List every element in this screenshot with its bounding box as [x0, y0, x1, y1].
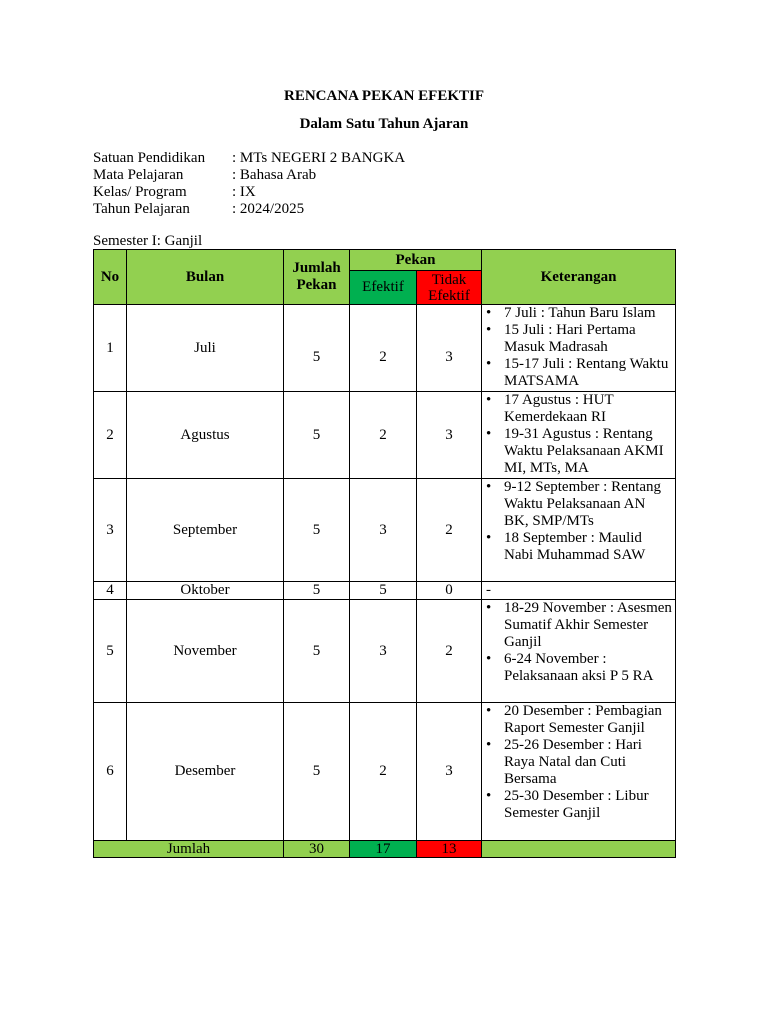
keterangan-item: • 18-29 November : Asesmen Sumatif Akhir Semester Ganjil: [486, 600, 673, 651]
total-row: [94, 841, 676, 858]
table-row: [94, 305, 676, 392]
table-row: [94, 582, 676, 600]
cell-no: 3: [94, 479, 127, 582]
cell-bulan: September: [127, 479, 284, 582]
total-keterangan: [482, 841, 676, 858]
keterangan-item: • 19-31 Agustus : Rentang Waktu Pelaksanaan AKMI MI, MTs, MA: [486, 426, 673, 477]
header-tidak-efektif: Tidak Efektif: [417, 271, 482, 305]
keterangan-item: • 15-17 Juli : Rentang Waktu MATSAMA: [486, 356, 673, 390]
table-row: [94, 479, 676, 582]
keterangan-item: • 18 September : Maulid Nabi Muhammad SAW: [486, 530, 673, 564]
cell-tidak-efektif: 0: [417, 582, 482, 600]
pekan-efektif-table: [93, 249, 676, 858]
cell-tidak-efektif: 2: [417, 479, 482, 582]
cell-keterangan: -: [482, 582, 676, 600]
cell-jumlah: 5: [284, 392, 350, 479]
info-block: [93, 150, 405, 218]
info-label: Mata Pelajaran: [93, 167, 184, 183]
cell-efektif: 3: [350, 600, 417, 703]
total-jumlah: 30: [284, 841, 350, 858]
cell-bulan: Agustus: [127, 392, 284, 479]
info-value: : IX: [232, 184, 256, 200]
cell-efektif: 5: [350, 582, 417, 600]
keterangan-item: • 20 Desember : Pembagian Raport Semester Ganjil: [486, 703, 673, 737]
cell-no: 4: [94, 582, 127, 600]
cell-no: 6: [94, 703, 127, 841]
header-no: No: [94, 250, 127, 305]
header-keterangan: Keterangan: [482, 250, 676, 305]
header-jumlah-pekan: Jumlah Pekan: [284, 250, 350, 305]
keterangan-item: • 25-30 Desember : Libur Semester Ganjil: [486, 788, 673, 822]
cell-no: 5: [94, 600, 127, 703]
header-pekan: Pekan: [350, 250, 482, 271]
keterangan-item: • 6-24 November : Pelaksanaan aksi P 5 RA: [486, 651, 673, 685]
info-row-kelas: [93, 184, 405, 201]
cell-efektif: 2: [350, 305, 417, 392]
table-row: [94, 392, 676, 479]
keterangan-item: • 17 Agustus : HUT Kemerdekaan RI: [486, 392, 673, 426]
cell-keterangan: [482, 479, 676, 582]
keterangan-item: • 7 Juli : Tahun Baru Islam: [486, 305, 673, 322]
cell-jumlah: 5: [284, 600, 350, 703]
cell-keterangan: [482, 392, 676, 479]
header-efektif: Efektif: [350, 271, 417, 305]
info-value: : Bahasa Arab: [232, 167, 317, 183]
keterangan-item: • 25-26 Desember : Hari Raya Natal dan Cuti Bersama: [486, 737, 673, 788]
cell-bulan: Juli: [127, 305, 284, 392]
cell-tidak-efektif: 3: [417, 703, 482, 841]
total-label: Jumlah: [94, 841, 284, 858]
info-label: Kelas/ Program: [93, 184, 187, 200]
cell-bulan: Oktober: [127, 582, 284, 600]
cell-efektif: 3: [350, 479, 417, 582]
cell-bulan: Desember: [127, 703, 284, 841]
header-bulan: Bulan: [127, 250, 284, 305]
table-row: [94, 600, 676, 703]
cell-efektif: 2: [350, 703, 417, 841]
cell-keterangan: [482, 703, 676, 841]
cell-jumlah: 5: [284, 582, 350, 600]
cell-no: 2: [94, 392, 127, 479]
cell-no: 1: [94, 305, 127, 392]
cell-tidak-efektif: 2: [417, 600, 482, 703]
info-label: Satuan Pendidikan: [93, 150, 206, 166]
info-value: : 2024/2025: [232, 201, 305, 217]
cell-jumlah: 5: [284, 703, 350, 841]
info-row-tahun: [93, 201, 405, 218]
document-subtitle: Dalam Satu Tahun Ajaran: [299, 116, 469, 132]
info-row-satuan: [93, 150, 405, 167]
cell-keterangan: [482, 600, 676, 703]
semester-label: Semester I: Ganjil: [93, 233, 203, 249]
cell-bulan: November: [127, 600, 284, 703]
cell-tidak-efektif: 3: [417, 305, 482, 392]
document-title: RENCANA PEKAN EFEKTIF: [283, 88, 485, 104]
cell-jumlah: 5: [284, 305, 350, 392]
keterangan-item: • 15 Juli : Hari Pertama Masuk Madrasah: [486, 322, 673, 356]
table-row: [94, 703, 676, 841]
cell-keterangan: [482, 305, 676, 392]
info-row-mapel: [93, 167, 405, 184]
cell-tidak-efektif: 3: [417, 392, 482, 479]
cell-jumlah: 5: [284, 479, 350, 582]
total-efektif: 17: [350, 841, 417, 858]
total-tidak-efektif: 13: [417, 841, 482, 858]
cell-efektif: 2: [350, 392, 417, 479]
info-value: : MTs NEGERI 2 BANGKA: [232, 150, 406, 166]
info-label: Tahun Pelajaran: [93, 201, 190, 217]
keterangan-item: • 9-12 September : Rentang Waktu Pelaksanaan AN BK, SMP/MTs: [486, 479, 673, 530]
